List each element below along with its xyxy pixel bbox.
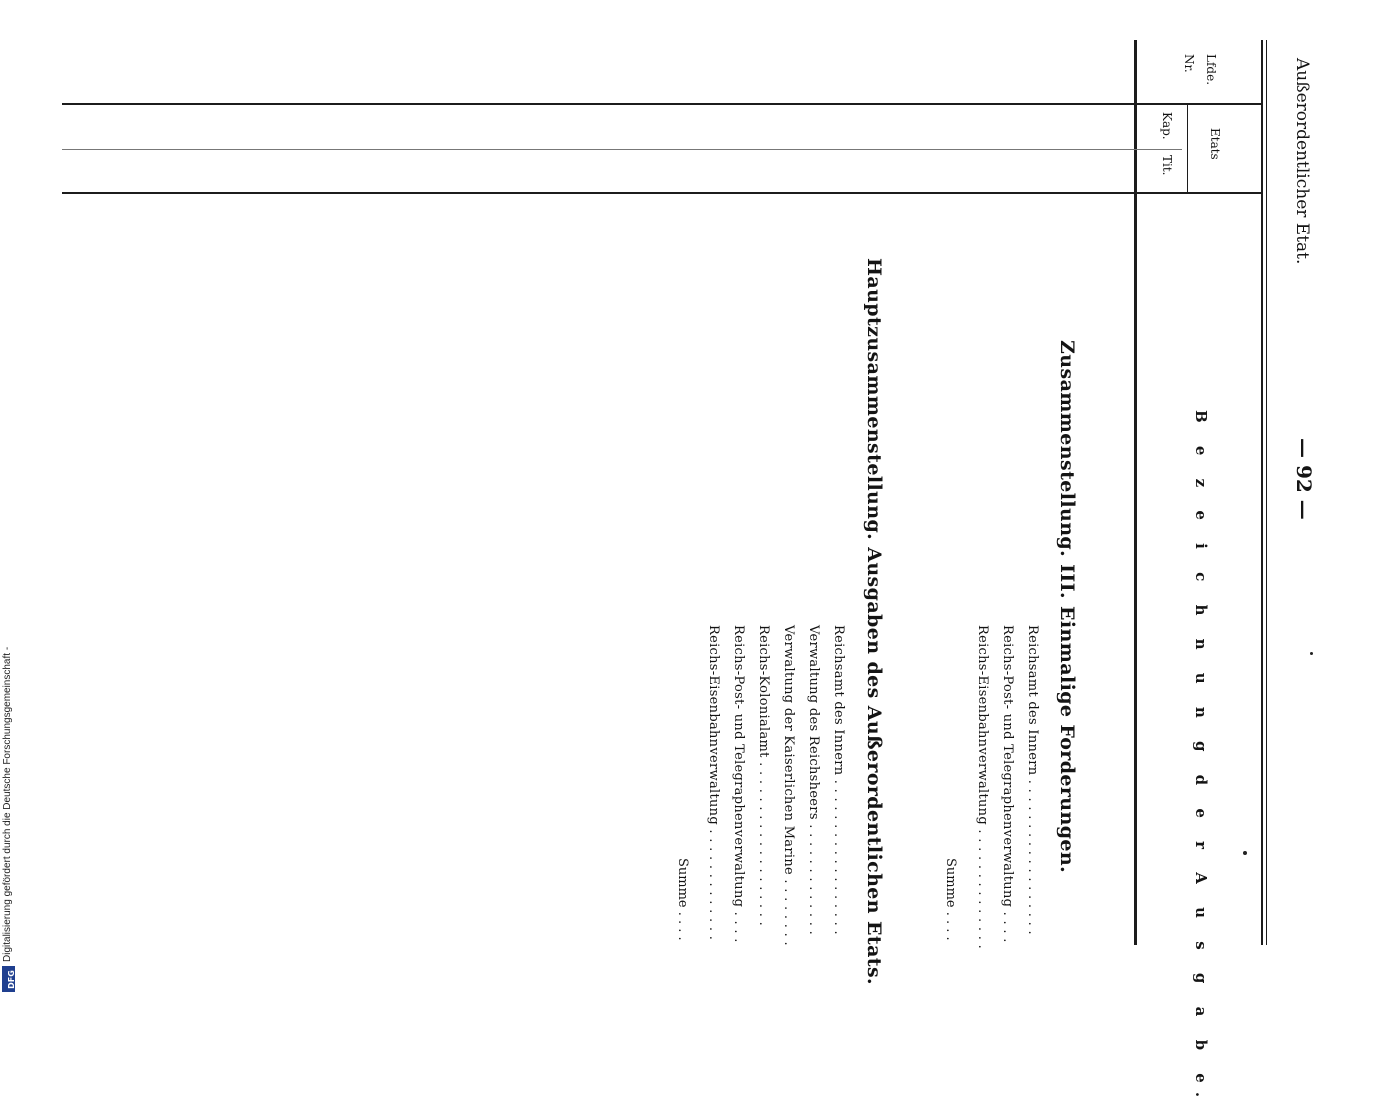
etats-subdivider [1187,105,1188,192]
digitization-credit: Digitalisierung gefördert durch die Deutsche Forschungsgemeinschaft - [2,646,13,962]
row-rule-middle [62,149,1182,150]
running-title: Außerordentlicher Etat. [1292,58,1312,265]
page-number: — 92 — [1292,438,1316,520]
section2-item: Reichs-Eisenbahnverwaltung . . . . . . . . . . . . . [706,625,721,941]
column-header-tit: Tit. [1160,155,1174,176]
column-header-kap: Kap. [1160,112,1174,140]
dfg-logo [2,966,15,992]
dfg-logo-text: DFG [6,970,16,989]
section2-item: Reichs-Post- und Telegraphenverwaltung . . . . [731,625,746,943]
section1-sum: Summe . . . . [943,858,958,941]
section2-item: Verwaltung der Kaiserlichen Marine . . . . . . . . [781,625,796,946]
section2-item: Verwaltung des Reichsheers . . . . . . . . . . . . . [806,625,821,936]
column-header-lfde-nr: Lfde. Nr. [1182,54,1218,86]
section2-item: Reichsamt des Innern . . . . . . . . . . . . . . . . . . [831,625,846,935]
section2-sum: Summe . . . . [675,858,690,941]
section1-item: Reichs-Eisenbahnverwaltung . . . . . . . . . . . . . . [975,625,990,950]
column-header-bezeichnung: B e z e i c h n u n g d e r A u s g a b e. [1192,410,1210,1106]
row-rule-top [62,103,1261,105]
section1-item: Reichs-Post- und Telegraphenverwaltung . . . . [1000,625,1015,943]
column-header-etats: Etats [1208,128,1222,160]
scan-speck [1243,851,1247,855]
outer-border-right [1261,40,1263,945]
section2-heading: Hauptzusammenstellung. Ausgaben des Außerordentlichen Etats. [863,258,885,986]
row-rule-bottom [62,192,1261,194]
scan-speck [1310,652,1313,655]
column-header-divider [1134,40,1137,945]
section1-heading: Zusammenstellung. III. Einmalige Forderungen. [1056,340,1078,874]
outer-border-right-thin [1266,40,1267,945]
section1-item: Reichsamt des Innern . . . . . . . . . . . . . . . . . . [1025,625,1040,935]
section2-item: Reichs-Kolonialamt . . . . . . . . . . . . . . . . . . . [756,625,771,927]
